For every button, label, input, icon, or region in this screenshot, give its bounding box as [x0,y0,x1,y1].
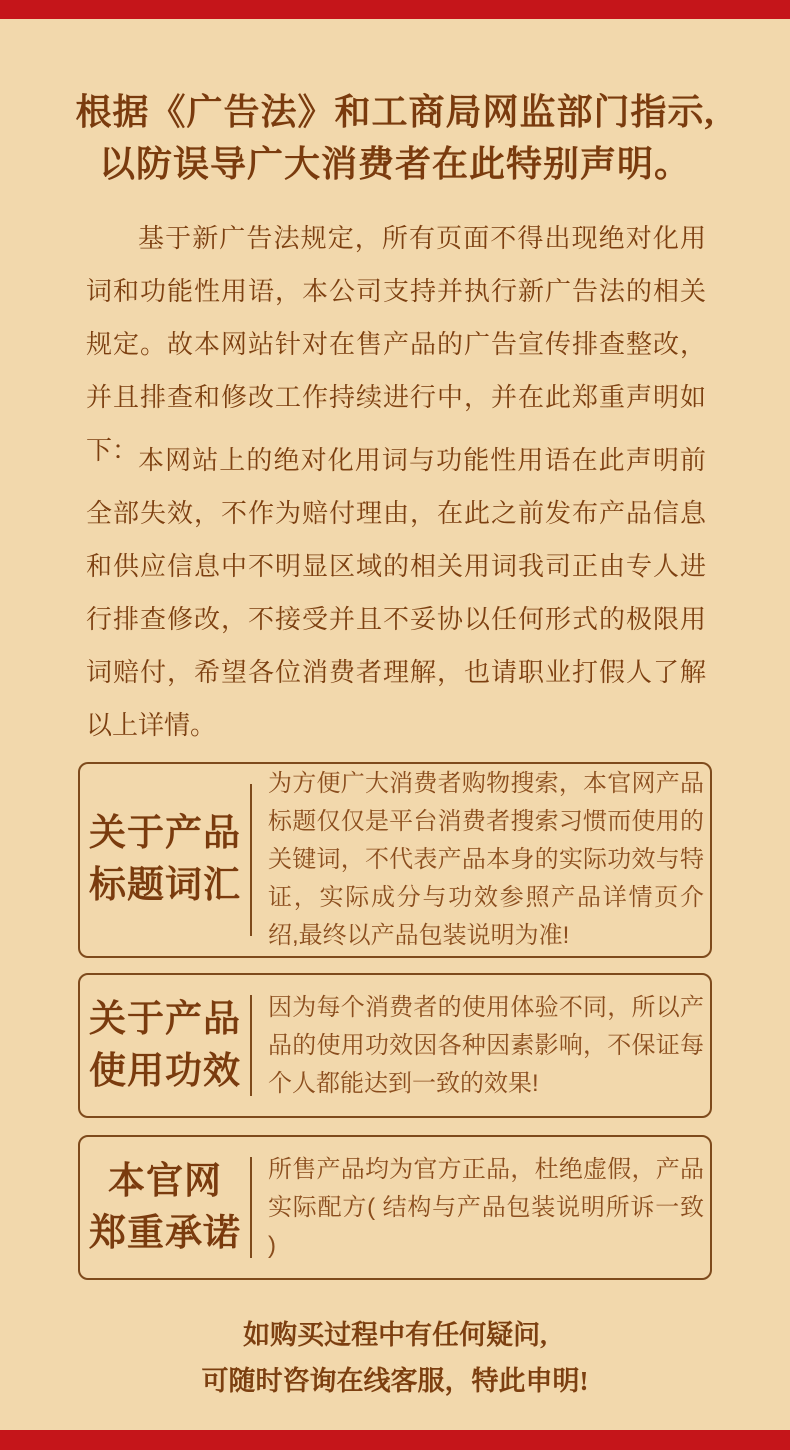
notice-box-label-line2: 标题词汇 [89,865,241,906]
notice-box-label-line1: 本官网 [108,1160,222,1202]
notice-box-label-line2: 使用功效 [89,1050,241,1092]
notice-box-product-effect [78,973,712,1118]
footer-note-line1: 如购买过程中有任何疑问, [243,1320,547,1350]
page-title-line1: 根据《广告法》和工商局网监部门指示, [75,92,715,132]
notice-box-text: 所售产品均为官方正品，杜绝虚假，产品实际配方( 结构与产品包装说明所诉一致 ) [268,1155,704,1259]
footer-note-line2: 可随时咨询在线客服，特此申明! [201,1366,589,1396]
notice-box-label-line2: 郑重承诺 [89,1212,241,1254]
notice-box-label [80,764,250,956]
notice-box-text: 为方便广大消费者购物搜索，本官网产品标题仅仅是平台消费者搜索习惯而使用的关键词，不代表产品本身的实际功效与特证，实际成分与功效参照产品详情页介绍,最终以产品包装说明为准! [268,770,704,949]
page-title [0,86,790,190]
notice-box-product-title [78,762,712,958]
bottom-red-strip [0,1430,790,1450]
statement-paragraph-1: 基于新广告法规定，所有页面不得出现绝对化用词和功能性用语，本公司支持并执行新广告法的相关规定。故本网站针对在售产品的广告宣传排查整改，并且排查和修改工作持续进行中，并在此郑重声明如下： [86,224,706,465]
notice-box-label-line1: 关于产品 [89,998,241,1040]
notice-box-label [80,975,250,1116]
notice-box-official-promise [78,1135,712,1280]
notice-box-label-line1: 关于产品 [89,813,241,854]
notice-box-text: 因为每个消费者的使用体验不同，所以产品的使用功效因各种因素影响，不保证每个人都能达到一致的效果! [268,993,704,1097]
page-title-line2: 以防误导广大消费者在此特别声明。 [98,144,691,184]
statement-paragraph-2: 本网站上的绝对化用词与功能性用语在此声明前全部失效，不作为赔付理由，在此之前发布产品信息和供应信息中不明显区域的相关用词我司正由专人进行排查修改，不接受并且不妥协以任何形式的极限用词赔付，希望各位消费者理解，也请职业打假人了解以上详情。 [86,446,706,740]
top-red-strip [0,0,790,19]
notice-box-label [80,1137,250,1278]
footer-note [0,1312,790,1404]
